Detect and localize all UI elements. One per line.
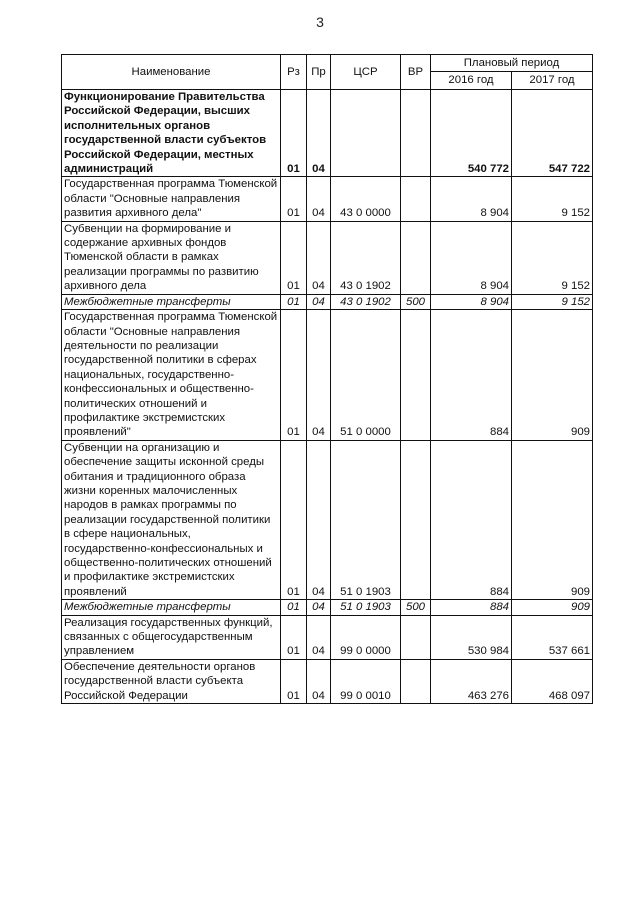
header-name: Наименование	[62, 55, 281, 90]
row-name: Государственная программа Тюменской области "Основные направления развития архивного дела"	[62, 177, 281, 221]
row-pr: 04	[307, 659, 331, 703]
table-row	[62, 659, 593, 703]
row-csr: 51 0 0000	[331, 310, 401, 441]
row-2016: 8 904	[431, 294, 512, 309]
row-csr: 99 0 0000	[331, 615, 401, 659]
row-2016: 884	[431, 440, 512, 599]
row-vr	[401, 615, 431, 659]
row-pr: 04	[307, 440, 331, 599]
row-vr: 500	[401, 294, 431, 309]
row-pr: 04	[307, 294, 331, 309]
row-2016: 884	[431, 600, 512, 615]
table-row	[62, 600, 593, 615]
row-vr	[401, 177, 431, 221]
row-vr	[401, 90, 431, 177]
row-pr: 04	[307, 600, 331, 615]
row-vr	[401, 310, 431, 441]
header-rz: Рз	[281, 55, 307, 90]
table-row	[62, 90, 593, 177]
row-csr: 99 0 0010	[331, 659, 401, 703]
row-name: Субвенции на организацию и обеспечение защиты исконной среды обитания и традиционного образа жизни коренных малочисленных народов в рамках программы по реализации государственной политики в сфере национальных, государственно-конфессиональных и общественно-политических отношений и профилактике экстремистских проявлений	[62, 440, 281, 599]
row-2017: 547 722	[512, 90, 593, 177]
row-name: Обеспечение деятельности органов государственной власти субъекта Российской Федерации	[62, 659, 281, 703]
row-rz: 01	[281, 615, 307, 659]
row-2016: 463 276	[431, 659, 512, 703]
table-row	[62, 440, 593, 599]
row-name: Государственная программа Тюменской области "Основные направления деятельности по реализации государственной политики в сферах национальных, государственно-конфессиональных и общественно-политических отношений и профилактике экстремистских проявлений"	[62, 310, 281, 441]
table-row	[62, 221, 593, 294]
row-2016: 8 904	[431, 221, 512, 294]
row-vr	[401, 440, 431, 599]
row-name: Межбюджетные трансферты	[62, 294, 281, 309]
row-2017: 9 152	[512, 221, 593, 294]
header-vr: ВР	[401, 55, 431, 90]
table-row	[62, 177, 593, 221]
row-rz: 01	[281, 600, 307, 615]
row-name: Функционирование Правительства Российской Федерации, высших исполнительных органов государственной власти субъектов Российской Федерации, местных администраций	[62, 90, 281, 177]
row-pr: 04	[307, 310, 331, 441]
budget-table	[61, 54, 593, 704]
row-vr: 500	[401, 600, 431, 615]
header-csr: ЦСР	[331, 55, 401, 90]
header-planned-period: Плановый период	[431, 55, 593, 72]
row-pr: 04	[307, 90, 331, 177]
row-2017: 537 661	[512, 615, 593, 659]
header-year-2016: 2016 год	[431, 72, 512, 90]
row-2017: 909	[512, 600, 593, 615]
row-name: Реализация государственных функций, связанных с общегосударственным управлением	[62, 615, 281, 659]
row-csr: 43 0 1902	[331, 294, 401, 309]
row-csr: 43 0 1902	[331, 221, 401, 294]
row-2016: 530 984	[431, 615, 512, 659]
table-row	[62, 615, 593, 659]
row-2017: 9 152	[512, 177, 593, 221]
page-number: 3	[316, 14, 324, 30]
header-row-top	[62, 55, 593, 72]
row-2016: 884	[431, 310, 512, 441]
row-csr: 43 0 0000	[331, 177, 401, 221]
header-pr: Пр	[307, 55, 331, 90]
row-2017: 909	[512, 310, 593, 441]
row-rz: 01	[281, 310, 307, 441]
row-2017: 468 097	[512, 659, 593, 703]
row-rz: 01	[281, 90, 307, 177]
row-csr: 51 0 1903	[331, 600, 401, 615]
row-pr: 04	[307, 221, 331, 294]
row-2017: 9 152	[512, 294, 593, 309]
row-csr	[331, 90, 401, 177]
table-row	[62, 310, 593, 441]
row-vr	[401, 221, 431, 294]
row-csr: 51 0 1903	[331, 440, 401, 599]
row-name: Субвенции на формирование и содержание архивных фондов Тюменской области в рамках реализации программы по развитию архивного дела	[62, 221, 281, 294]
row-2017: 909	[512, 440, 593, 599]
row-rz: 01	[281, 294, 307, 309]
header-year-2017: 2017 год	[512, 72, 593, 90]
row-name: Межбюджетные трансферты	[62, 600, 281, 615]
row-pr: 04	[307, 615, 331, 659]
row-rz: 01	[281, 177, 307, 221]
row-2016: 8 904	[431, 177, 512, 221]
row-rz: 01	[281, 440, 307, 599]
table-row	[62, 294, 593, 309]
row-vr	[401, 659, 431, 703]
row-2016: 540 772	[431, 90, 512, 177]
row-rz: 01	[281, 221, 307, 294]
row-pr: 04	[307, 177, 331, 221]
row-rz: 01	[281, 659, 307, 703]
